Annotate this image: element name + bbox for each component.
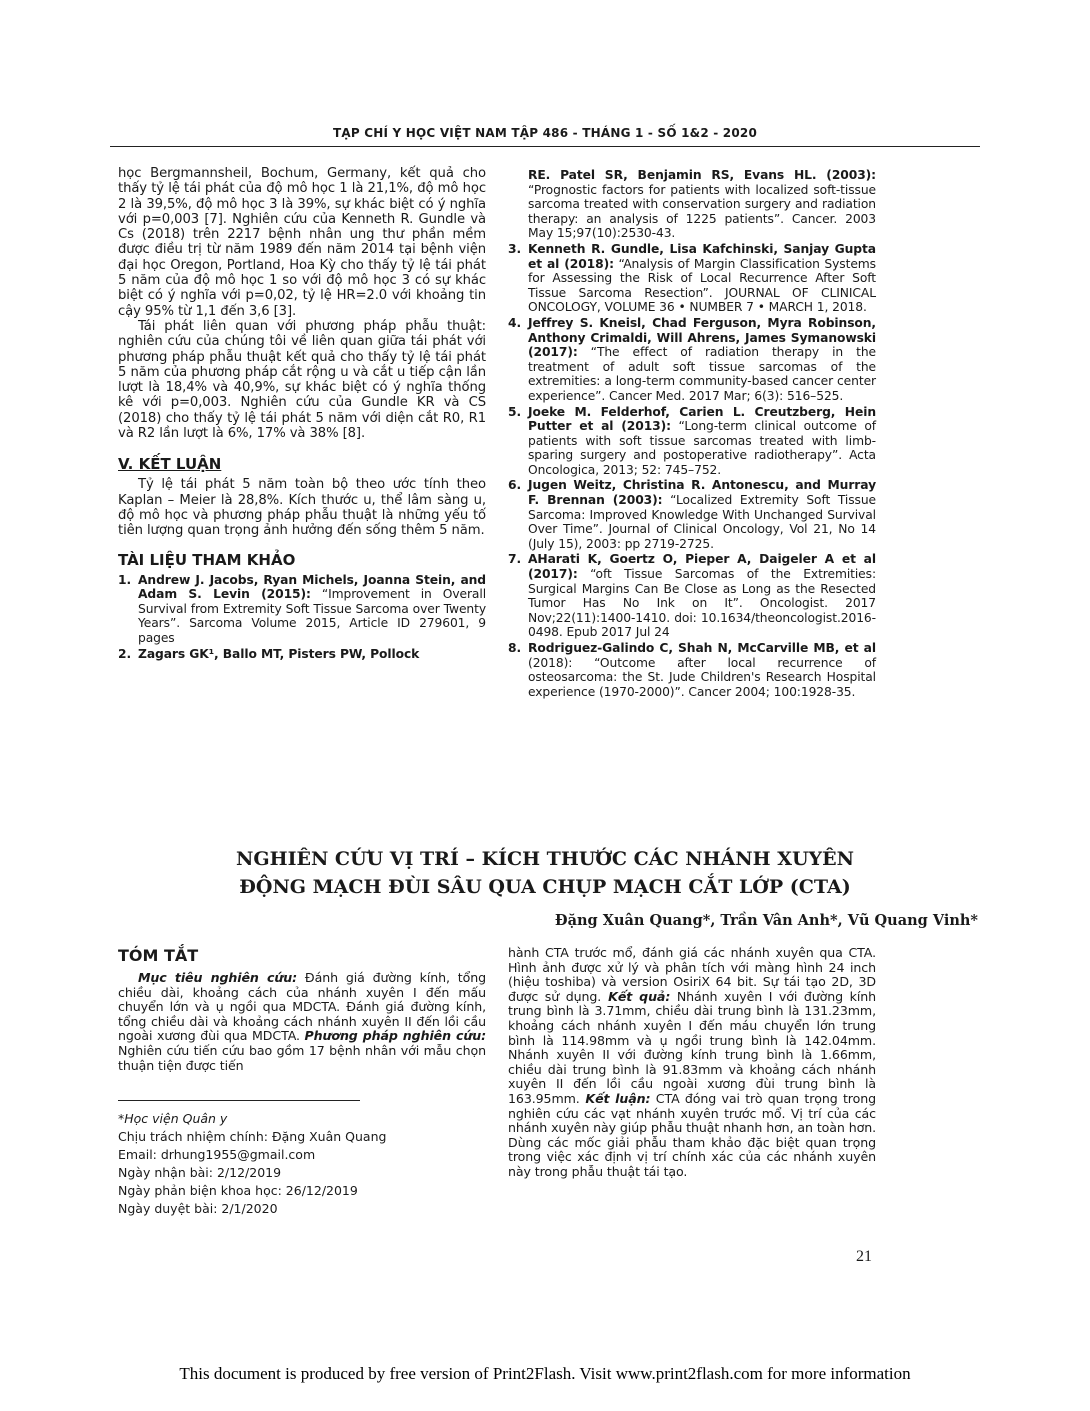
reference-text: “The effect of radiation therapy in the treatment of adult soft tissue sarcomas of the extremities: a long-term community-based cancer center experience”. Cancer Med. 2017 Mar; 6(3): 516–525. [528, 345, 876, 403]
reference-number: 7. [508, 552, 522, 567]
reference-item [508, 552, 876, 640]
reference-number: 4. [508, 315, 522, 330]
reference-text: “Localized Extremity Soft Tissue Sarcoma: Improved Knowledge With Unchanged Survival Over Time”. Journal of Clinical Oncology, Vol 21, No 14 (July 15), 2003: pp 2719-2725. [528, 493, 876, 551]
footnote-responsible: Chịu trách nhiệm chính: Đặng Xuân Quang [118, 1129, 387, 1144]
conclusion-paragraph: Tỷ lệ tái phát 5 năm toàn bộ theo ước tính theo Kaplan – Meier là 28,8%. Kích thước u, thể lâm sàng u, độ mô học và phương pháp phẫu thuật là những yếu tố tiên lượng quan trọng ảnh hưởng đến sống thêm 5 năm. [118, 477, 486, 539]
right-column [508, 168, 876, 700]
results-text: Nhánh xuyên I với đường kính trung bình là 3.71mm, chiều dài trung bình là 131.23mm, khoảng cách nhánh xuyên I đến máu chuyển lớn trung bình là 114.98mm và ụ ngồi trung bình là 142.04mm. Nhánh xuyên II với đường kính trung bình là 1.66mm, chiều dài trung bình là 91.83mm và khoảng cách nhánh xuyên II đến lồi cầu ngoài xương đùi trung bình là 163.95mm. [508, 988, 876, 1106]
journal-header: TẠP CHÍ Y HỌC VIỆT NAM TẬP 486 - THÁNG 1 - SỐ 1&2 - 2020 [332, 126, 758, 140]
reference-item [508, 641, 876, 699]
reference-authors: Jugen Weitz, Christina R. Antonescu, and Murray F. Brennan (2003): [528, 478, 876, 508]
reference-item [118, 573, 486, 646]
abstract-heading: TÓM TẮT [118, 946, 199, 965]
method-label: Phương pháp nghiên cứu: [304, 1028, 487, 1044]
abstract-right-column [508, 946, 876, 1180]
reference-item [508, 316, 876, 404]
footnote-affiliation: *Học viện Quân y [118, 1111, 228, 1126]
footnotes [118, 1110, 418, 1218]
reference-list-right [508, 168, 876, 699]
conclusion-heading: V. KẾT LUẬN [118, 455, 222, 474]
reference-number: 1. [118, 572, 132, 587]
method-text-cont: hành CTA trước mổ, đánh giá các nhánh xuyên qua CTA. Hình ảnh được xử lý và phân tích với màng hình 24 inch (hiệu toshiba) và version OsiriX 64 bit. Sự tái tạo 2D, 3D được sử dụng. [508, 945, 876, 1004]
reference-authors: Kenneth R. Gundle, Lisa Kafchinski, Sanjay Gupta et al (2018): [528, 241, 876, 271]
header-rule [110, 146, 980, 147]
footnote-reviewed: Ngày phản biện khoa học: 26/12/2019 [118, 1183, 358, 1198]
reference-authors: Joeke M. Felderhof, Carien L. Creutzberg, Hein Putter et al (2013): [528, 404, 876, 434]
abstract-conclusion-text: CTA đóng vai trò quan trọng trong nghiên cứu các vạt nhánh xuyên trước mổ. Vị trí của các nhánh xuyên này giúp phẫu thuật nhanh hơn, an toàn hơn. Dùng các mốc giải phẫu tham khảo đặc biệt quan trọng trong việc xác định vị trí chính xác của các nhánh xuyên này trong phẫu thuật tái tạo. [508, 1090, 876, 1179]
reference-authors: RE. Patel SR, Benjamin RS, Evans HL. (2003): [528, 168, 876, 182]
article-title-line-1: NGHIÊN CỨU VỊ TRÍ – KÍCH THƯỚC CÁC NHÁNH XUYÊN [236, 848, 854, 870]
reference-list-left [118, 573, 486, 662]
reference-authors: AHarati K, Goertz O, Pieper A, Daigeler A et al (2017): [528, 552, 876, 582]
footnote-email: Email: drhung1955@gmail.com [118, 1147, 316, 1162]
reference-authors: Rodriguez-Galindo C, Shah N, McCarville MB, et al [528, 641, 876, 655]
reference-item [508, 168, 876, 241]
objective-label: Mục tiêu nghiên cứu: [138, 970, 298, 985]
reference-authors: Andrew J. Jacobs, Ryan Michels, Joanna Stein, and Adam S. Levin (2015): [138, 572, 486, 602]
method-text: Nghiên cứu tiến cứu bao gồm 17 bệnh nhân với mẫu chọn thuận tiện được tiến [118, 1042, 486, 1073]
paragraph-continued: học Bergmannsheil, Bochum, Germany, kết quả cho thấy tỷ lệ tái phát của độ mô học 1 là 21,1%, độ mô học 2 là 39,5%, độ mô học 3 là 39%, sự khác biệt có ý nghĩa với p=0,003 [7]. Nghiên cứu của Kenneth R. Gundle và Cs (2018) trên 2217 bệnh nhân ung thư phần mềm được điều trị từ năm 1989 đến năm 2014 tại bệnh viện đại học Oregon, Portland, Hoa Kỳ cho thấy tỷ lệ tái phát 5 năm của độ mô học 1 so với độ mô học 3 có sự khác biệt có ý nghĩa với p=0,02, tỷ lệ HR=2.0 với khoảng tin cậy 95% từ 1,1 đến 3,6 [3]. [118, 166, 486, 319]
objective-text: Đánh giá đường kính, tổng chiều dài, khoảng cách của nhánh xuyên I đến mấu chuyển lớn và ụ ngồi qua MDCTA. Đánh giá đường kính, tổng chiều dài và khoảng cách nhánh xuyên II đến lồi cầu ngoài xương đùi qua MDCTA. [118, 970, 486, 1044]
reference-number: 6. [508, 478, 522, 493]
left-column [118, 166, 486, 662]
footnote-received: Ngày nhận bài: 2/12/2019 [118, 1165, 282, 1180]
reference-text: “Analysis of Margin Classification Systems for Assessing the Risk of Local Recurrence After Soft Tissue Sarcoma Resection”. JOURNAL OF CLINICAL ONCOLOGY, VOLUME 36 • NUMBER 7 • MARCH 1, 2018. [528, 256, 876, 315]
abstract-conclusion-label: Kết luận: [579, 1090, 651, 1106]
footnote-approved: Ngày duyệt bài: 2/1/2020 [118, 1201, 278, 1216]
article-title-line-2: ĐỘNG MẠCH ĐÙI SÂU QUA CHỤP MẠCH CẮT LỚP (CTA) [239, 876, 851, 898]
results-label: Kết quả: [601, 988, 671, 1004]
reference-item [508, 242, 876, 315]
reference-number: 3. [508, 241, 522, 256]
article-authors: Đặng Xuân Quang*, Trần Vân Anh*, Vũ Quang Vinh* [554, 912, 978, 929]
footnote-rule [118, 1100, 360, 1101]
paragraph-surgery-recurrence: Tái phát liên quan với phương pháp phẫu thuật: nghiên cứu của chúng tôi về liên quan giữa tái phát với phương pháp phẫu thuật kết quả cho thấy tỷ lệ tái phát 5 năm của phương pháp cắt rộng u và cắt u tiếp cận lần lượt là 18,4% và 40,9%, sự khác biệt có ý nghĩa thống kê với p=0,003. Nghiên cứu của Gundle KR và CS (2018) cho thấy tỷ lệ tái phát 5 năm với diện cắt R0, R1 và R2 lần lượt là 6%, 17% và 38% [8]. [118, 318, 486, 442]
print2flash-notice: This document is produced by free version of Print2Flash. Visit www.print2flash.com for more information [179, 1364, 911, 1383]
reference-item [118, 647, 486, 662]
reference-text: “Prognostic factors for patients with localized soft-tissue sarcoma treated with conservation surgery and radiation therapy: an analysis of 1225 patients”. Cancer. 2003 May 15;97(10):2530-43. [528, 182, 876, 241]
abstract-left-column [118, 946, 486, 1073]
reference-item [508, 478, 876, 551]
article-title [110, 845, 980, 901]
reference-text: “Long-term clinical outcome of patients with soft tissue sarcomas treated with limb-sparing surgery and postoperative radiotherapy”. Acta Oncologica, 2013; 52: 745–752. [528, 419, 877, 477]
page-number: 21 [856, 1248, 872, 1265]
reference-authors: Zagars GK¹, Ballo MT, Pisters PW, Pollock [138, 646, 420, 661]
reference-number: 5. [508, 404, 522, 419]
reference-item [508, 405, 876, 478]
reference-text: (2018): “Outcome after local recurrence of osteosarcoma: the St. Jude Children's Research Hospital experience (1970-2000)”. Cancer 2004; 100:1928-35. [528, 655, 876, 699]
abstract-paragraph [118, 971, 486, 1073]
reference-number: 2. [118, 646, 132, 661]
reference-authors: Jeffrey S. Kneisl, Chad Ferguson, Myra Robinson, Anthony Crimaldi, Will Ahrens, James Symanowski (2017): [528, 315, 876, 360]
references-heading: TÀI LIỆU THAM KHẢO [118, 550, 296, 569]
reference-text: “oft Tissue Sarcomas of the Extremities: Surgical Margins Can Be Close as Long as the Resected Tumor Has No Ink on It”. Oncologist. 2017 Nov;22(11):1400-1410. doi: 10.1634/theoncologist.2016-0498. Epub 2017 Jul 24 [528, 567, 876, 640]
abstract-paragraph-cont [508, 946, 876, 1180]
reference-number: 8. [508, 641, 522, 655]
reference-text: “Improvement in Overall Survival from Extremity Soft Tissue Sarcoma over Twenty Years”. Sarcoma Volume 2015, Article ID 279601, 9 pages [138, 587, 487, 645]
